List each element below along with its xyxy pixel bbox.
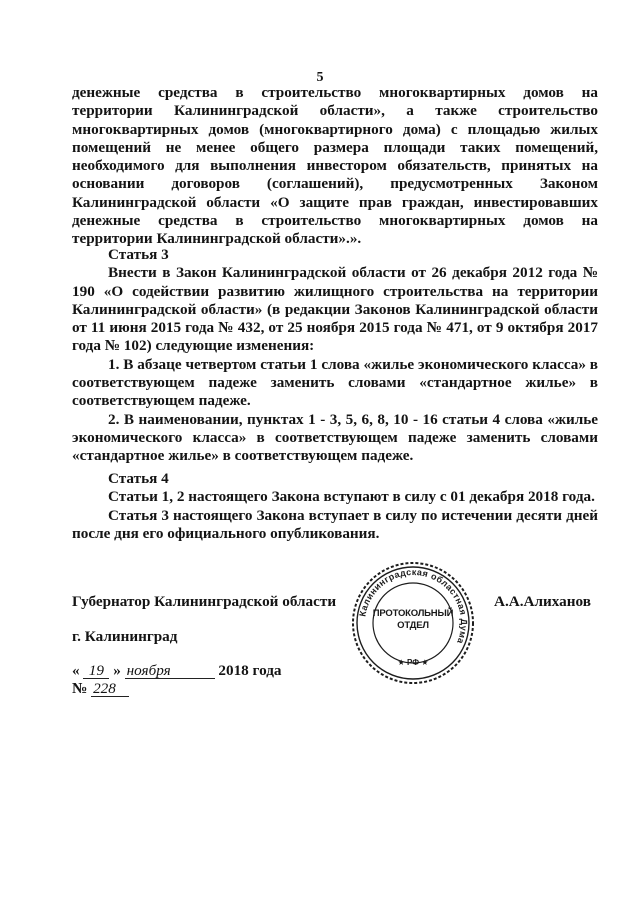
number-prefix: № bbox=[72, 680, 88, 697]
stamp-center-line-1: ПРОТОКОЛЬНЫЙ bbox=[372, 608, 454, 619]
governor-name: А.А.Алиханов bbox=[494, 593, 591, 610]
article-4 bbox=[72, 470, 598, 543]
stamp-center-line-2: ОТДЕЛ bbox=[397, 620, 429, 631]
article-4-para-1: Статьи 1, 2 настоящего Закона вступают в силу с 01 декабря 2018 года. bbox=[108, 488, 595, 506]
date-close-quote: » bbox=[113, 662, 121, 679]
stamp-center-text bbox=[370, 608, 456, 632]
continued-paragraph-block bbox=[72, 84, 598, 249]
date-year: 2018 года bbox=[218, 662, 282, 679]
date-month: ноября bbox=[125, 663, 215, 679]
signing-date bbox=[72, 662, 282, 680]
article-3 bbox=[72, 246, 598, 466]
article-4-heading: Статья 4 bbox=[108, 470, 169, 487]
number-value: 228 bbox=[91, 681, 129, 697]
stamp-bottom-text: ★ РФ ★ bbox=[397, 658, 429, 667]
stamp-ring-text: Калининградская областная Дума bbox=[357, 566, 470, 646]
article-4-para-2: Статья 3 настоящего Закона вступает в силу по истечении десяти дней после дня его официального опубликования. bbox=[72, 506, 598, 542]
article-3-item-2: 2. В наименовании, пунктах 1 - 3, 5, 6, 8, 10 - 16 статьи 4 слова «жилье экономического класса» в соответствующем падеже заменить словами «стандартное жилье» в соответствующем падеже. bbox=[72, 410, 598, 465]
page-number: 5 bbox=[316, 70, 324, 85]
official-stamp bbox=[350, 560, 476, 686]
law-number bbox=[72, 680, 129, 698]
continued-paragraph: денежные средства в строительство многоквартирных домов на территории Калининградской области», а также строительство многоквартирных домов (многоквартирного дома) с площадью жилых помещений не менее общего размера площади таких помещений, необходимого для выполнения инвестором обязательств, принятых на основании договоров (соглашений), предусмотренных Законом Калининградской области «О защите прав граждан, инвестировавших денежные средства в строительство многоквартирных домов на территории Калининградской области».». bbox=[72, 84, 598, 248]
article-3-heading: Статья 3 bbox=[108, 246, 169, 263]
article-3-item-1: 1. В абзаце четвертом статьи 1 слова «жилье экономического класса» в соответствующем падеже заменить словами «стандартное жилье» в соответствующем падеже. bbox=[72, 355, 598, 410]
article-3-intro: Внести в Закон Калининградской области от 26 декабря 2012 года № 190 «О содействии развитию жилищного строительства на территории Калининградской области» (в редакции Законов Калининградской области от 11 июня 2015 года № 432, от 25 ноября 2015 года № 471, от 9 октября 2017 года № 102) следующие изменения: bbox=[72, 264, 598, 355]
signing-city: г. Калининград bbox=[72, 628, 178, 645]
date-day: 19 bbox=[83, 663, 109, 679]
governor-title: Губернатор Калининградской области bbox=[72, 593, 337, 610]
date-open-quote: « bbox=[72, 662, 80, 679]
